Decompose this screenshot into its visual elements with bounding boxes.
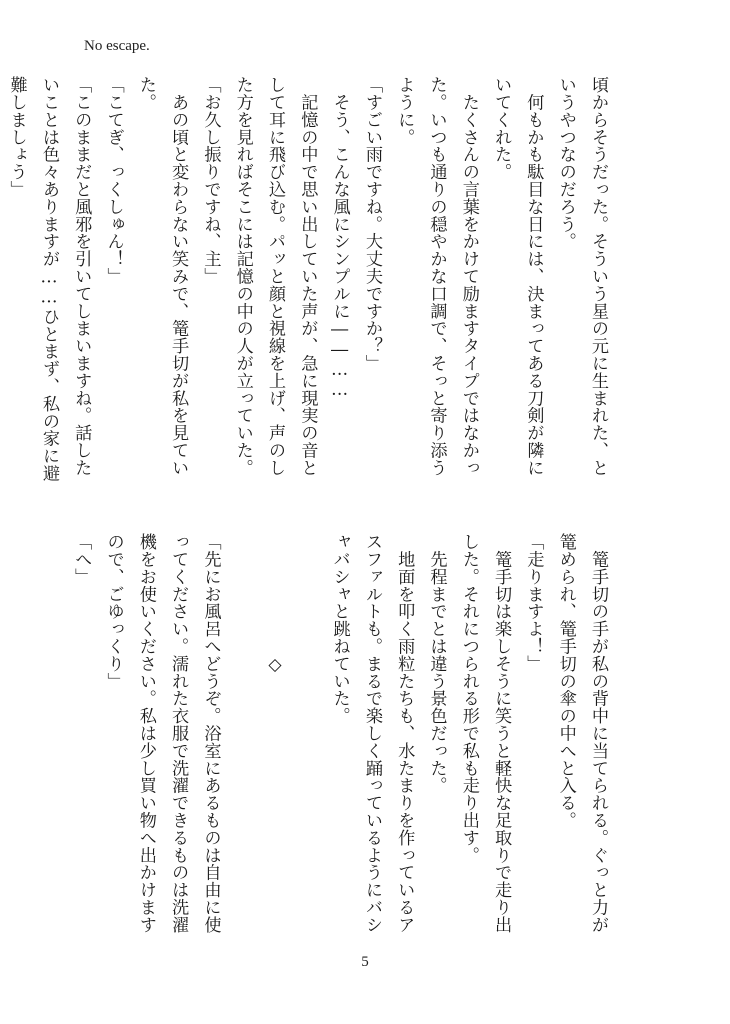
- page-number: 5: [361, 954, 369, 970]
- text-block-bottom: 篭手切の手が私の背中に当てられる。ぐっと力が 篭められ、篭手切の傘の中へと入る。 「走りますよ！」 篭手切は楽しそうに笑うと軽快な足取りで走り出 した。それにつられる形で私も走り出す。 先程までとは違う景色だった。 地面を叩く雨粒たちも、水たまりを作っているア スファルトも。まるで楽しく踊っているようにバシ ャバシャと跳ねていた。 ◇ 「先にお風呂へどうぞ。浴室にあるものは自由に使 ってください。濡れた衣服で洗濯できるものは洗濯 機をお使いください。私は少し買い物へ出かけます ので、ごゆっくり」 「へ」: [71, 533, 608, 934]
- running-header: No escape.: [84, 38, 150, 54]
- text-block-top: 頃からそうだった。そういう星の元に生まれた、と いうやつなのだろう。 何もかも駄目な日には、決まってある刀剣が隣に いてくれた。 たくさんの言葉をかけて励ますタイプではなかっ た。いつも通りの穏やかな口調で、そっと寄り添う ように。 「すごい雨ですね。大丈夫ですか？」 そう、こんな風にシンプルに――…… 記憶の中で思い出していた声が、急に現実の音と して耳に飛び込む。パッと顔と視線を上げ、声のし た方を見ればそこには記憶の中の人が立っていた。 「お久し振りですね、主」 あの頃と変わらない笑みで、篭手切が私を見てい た。 「こてぎ、っくしゅん！」 「このままだと風邪を引いてしまいますね。話した いことは色々ありますが……ひとまず、私の家に避 難しましょう」: [6, 76, 608, 482]
